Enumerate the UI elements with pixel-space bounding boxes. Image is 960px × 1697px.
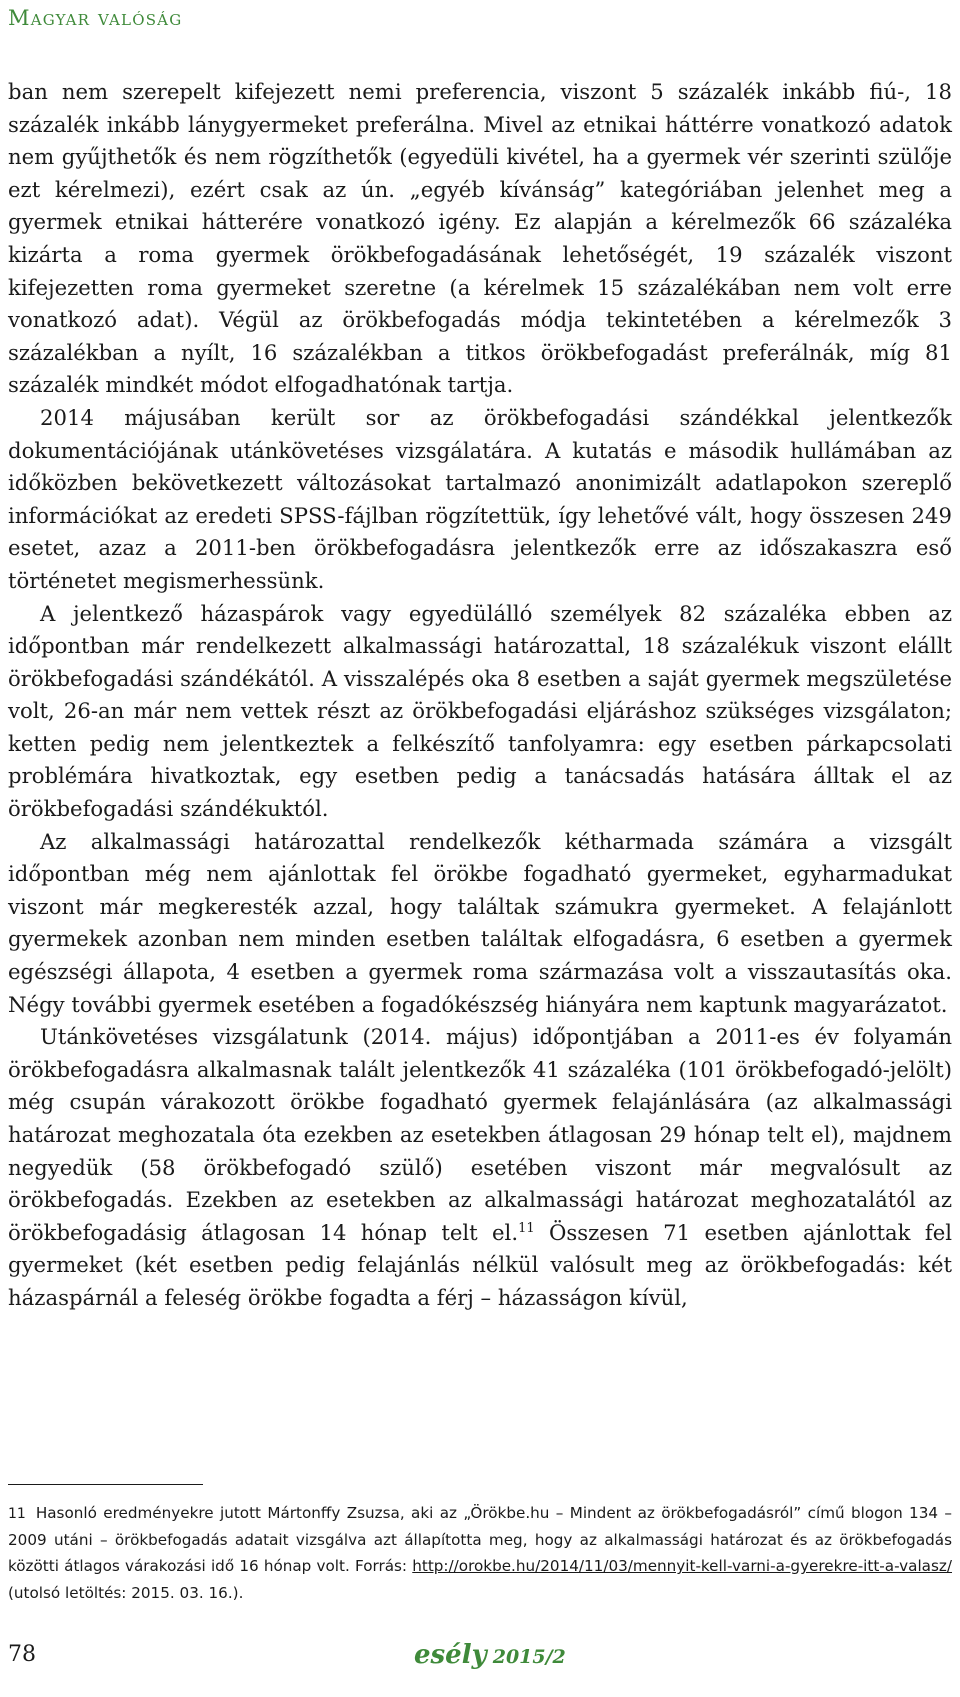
footnote-reference[interactable]: 11 — [518, 1220, 535, 1236]
page-number: 78 — [8, 1642, 36, 1667]
journal-issue: 2015/2 — [492, 1646, 566, 1668]
paragraph-5-continuation: Összesen 71 esetben ajánlottak fel gyermeket (két esetben pedig felajánlás nélkül valósult meg az örökbefogadás: két házaspárnál a feleség örökbe fogadta a férj – házasságon kívül, — [8, 1219, 953, 1310]
footnote-source-link[interactable]: http://orokbe.hu/2014/11/03/mennyit-kell-varni-a-gyerekre-itt-a-valasz/ — [412, 1557, 952, 1576]
body-text — [8, 76, 952, 1315]
journal-brand: esély — [414, 1640, 487, 1670]
footnote-divider — [8, 1484, 203, 1485]
paragraph-2: 2014 májusában került sor az örökbefogadási szándékkal jelentkezők dokumentációjának utánkövetéses vizsgálatára. A kutatás e második hullámában az időközben bekövetkezett változásokat tartalmazó anonimizált adatlapokon szereplő információkat az eredeti SPSS-fájlban rögzítettük, így lehetővé vált, hogy összesen 249 esetet, azaz a 2011-ben örökbefogadásra jelentkezők erre az időszakaszra eső történetet megismerhessünk. — [8, 404, 952, 593]
paragraph-3: A jelentkező házaspárok vagy egyedülálló személyek 82 százaléka ebben az időpontban már rendelkezett alkalmassági határozattal, 18 százalékuk viszont elállt örökbefogadási szándékától. A visszalépés oka 8 esetben a saját gyermek megszületése volt, 26-an már nem vettek részt az örökbefogadási eljáráshoz szükséges vizsgálaton; ketten pedig nem jelentkeztek a felkészítő tanfolyamra: egy esetben párkapcsolati problémára hivatkoztak, egy esetben pedig a tanácsadás hatására álltak el az örökbefogadási szándékuktól. — [8, 600, 952, 822]
paragraph-1: ban nem szerepelt kifejezett nemi preferencia, viszont 5 százalék inkább fiú-, 18 százalék inkább lánygyermeket preferálna. Mivel az etnikai háttérre vonatkozó adatok nem gyűjthetők és nem rögzíthetők (egyedüli kivétel, ha a gyermek vér szerinti szülője ezt kérelmezi), ezért csak az ún. „egyéb kívánság” kategóriában jelenhet meg a gyermek etnikai hátterére vonatkozó igény. Ez alapján a kérelmezők 66 százaléka kizárta a roma gyermek örökbefogadásának lehetőségét, 19 százalék viszont kifejezetten roma gyermeket szeretne (a kérelmek 15 százalékában nem volt erre vonatkozó adat). Végül az örökbefogadás módja tekintetében a kérelmezők 3 százalékban a nyílt, 16 százalékban a titkos örökbefogadást preferálnák, míg 81 százalék mindkét módot elfogadhatónak tartja. — [8, 79, 952, 398]
footnote-text: Hasonló eredményekre jutott Mártonffy Zsuzsa, aki az „Örökbe.hu – Mindent az örökbefogadásról” című blogon 134 – 2009 utáni – örökbefogadás adatait vizsgálva azt állapította meg, hogy az alkalmassági határozat és az örökbefogadás közötti átlagos várakozási idő 16 hónap volt. Forrás: — [8, 1504, 952, 1576]
paragraph-4: Az alkalmassági határozattal rendelkezők kétharmada számára a vizsgált időpontban még nem ajánlottak fel örökbe fogadható gyermeket, egyharmadukat viszont már megkeresték azzal, hogy találtak számukra gyermeket. A felajánlott gyermekek azonban nem minden esetben találtak elfogadásra, 6 esetben a gyermek egészségi állapota, 4 esetben a gyermek roma származása volt a visszautasítás oka. Négy további gyermek esetében a fogadókészség hiányára nem kaptunk magyarázatot. — [8, 828, 952, 1017]
running-header: Magyar valóság — [8, 6, 183, 30]
paragraph-5-text: Utánkövetéses vizsgálatunk (2014. május) időpontjában a 2011-es év folyamán örökbefogadásra alkalmasnak talált jelentkezők 41 százaléka (101 örökbefogadó-jelölt) még csupán várakozott örökbe fogadható gyermek felajánlására (az alkalmassági határozat meghozatala óta ezekben az esetekben átlagosan 29 hónap telt el), majdnem negyedük (58 örökbefogadó szülő) esetében viszont már megvalósult az örökbefogadás. Ezekben az esetekben az alkalmassági határozat meghozatalától az örökbefogadásig átlagosan 14 hónap telt el. — [8, 1024, 952, 1245]
footnote-number: 11 — [8, 1506, 26, 1522]
footnote-access-date: (utolsó letöltés: 2015. 03. 16.). — [8, 1583, 244, 1602]
paragraph-5 — [8, 1021, 952, 1314]
journal-logo — [414, 1640, 566, 1670]
footnote — [8, 1500, 952, 1606]
